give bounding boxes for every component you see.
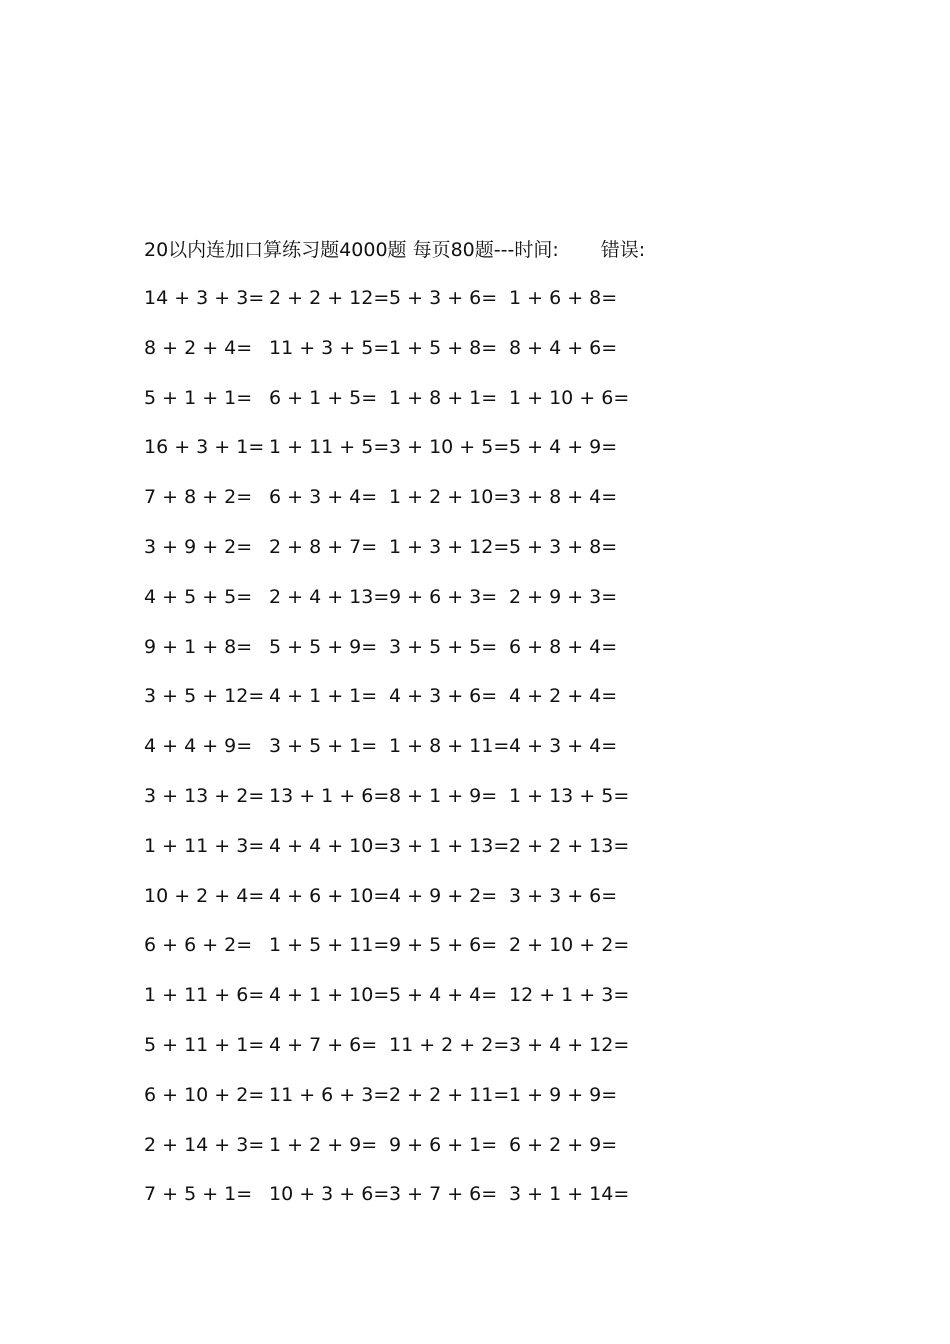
problem-item: 4 + 5 + 5= — [144, 585, 253, 608]
problem-row — [144, 931, 744, 981]
problem-item: 6 + 3 + 4= — [269, 486, 378, 509]
problem-item: 4 + 3 + 4= — [509, 735, 618, 758]
problem-item: 3 + 3 + 6= — [509, 884, 618, 907]
problem-item: 4 + 1 + 1= — [269, 685, 378, 708]
problem-row — [144, 533, 744, 583]
problem-item: 6 + 1 + 5= — [269, 386, 378, 409]
worksheet-title — [144, 236, 645, 264]
problem-row — [144, 1031, 744, 1081]
problem-item: 4 + 4 + 10= — [269, 834, 390, 857]
problem-grid — [144, 284, 744, 1230]
problem-item: 10 + 2 + 4= — [144, 884, 265, 907]
problem-item: 8 + 1 + 9= — [389, 784, 498, 807]
problem-item: 4 + 2 + 4= — [509, 685, 618, 708]
problem-item: 3 + 10 + 5= — [389, 436, 510, 459]
problem-item: 1 + 3 + 12= — [389, 535, 510, 558]
problem-row — [144, 633, 744, 683]
problem-row — [144, 1180, 744, 1230]
problem-item: 4 + 6 + 10= — [269, 884, 390, 907]
problem-item: 3 + 9 + 2= — [144, 535, 253, 558]
problem-item: 3 + 7 + 6= — [389, 1183, 498, 1206]
problem-row — [144, 832, 744, 882]
problem-item: 3 + 5 + 12= — [144, 685, 265, 708]
problem-item: 9 + 6 + 3= — [389, 585, 498, 608]
title-text: 20以内连加口算练习题4000题 每页80题---时间: — [144, 239, 559, 261]
problem-item: 2 + 4 + 13= — [269, 585, 390, 608]
problem-item: 3 + 8 + 4= — [509, 486, 618, 509]
problem-item: 3 + 1 + 13= — [389, 834, 510, 857]
problem-item: 7 + 8 + 2= — [144, 486, 253, 509]
problem-item: 4 + 9 + 2= — [389, 884, 498, 907]
problem-item: 2 + 2 + 13= — [509, 834, 630, 857]
problem-row — [144, 782, 744, 832]
problem-item: 1 + 10 + 6= — [509, 386, 630, 409]
problem-item: 9 + 1 + 8= — [144, 635, 253, 658]
problem-item: 1 + 11 + 5= — [269, 436, 390, 459]
problem-item: 1 + 6 + 8= — [509, 287, 618, 309]
problem-item: 6 + 2 + 9= — [509, 1133, 618, 1156]
problem-item: 5 + 11 + 1= — [144, 1033, 265, 1056]
problem-row — [144, 882, 744, 932]
problem-item: 2 + 8 + 7= — [269, 535, 378, 558]
problem-item: 1 + 8 + 1= — [389, 386, 498, 409]
problem-item: 2 + 10 + 2= — [509, 934, 630, 957]
problem-item: 1 + 11 + 3= — [144, 834, 265, 857]
problem-row — [144, 384, 744, 434]
problem-item: 1 + 13 + 5= — [509, 784, 630, 807]
problem-item: 11 + 6 + 3= — [269, 1083, 390, 1106]
problem-item: 3 + 5 + 1= — [269, 735, 378, 758]
problem-item: 1 + 5 + 8= — [389, 336, 498, 359]
problem-item: 10 + 3 + 6= — [269, 1183, 390, 1206]
problem-item: 11 + 2 + 2= — [389, 1033, 510, 1056]
problem-item: 5 + 1 + 1= — [144, 386, 253, 409]
problem-row — [144, 1131, 744, 1181]
problem-item: 5 + 3 + 8= — [509, 535, 618, 558]
problem-item: 7 + 5 + 1= — [144, 1183, 253, 1206]
problem-item: 6 + 10 + 2= — [144, 1083, 265, 1106]
problem-item: 5 + 4 + 9= — [509, 436, 618, 459]
problem-item: 13 + 1 + 6= — [269, 784, 390, 807]
error-label: 错误: — [600, 239, 646, 261]
problem-item: 9 + 5 + 6= — [389, 934, 498, 957]
problem-item: 4 + 3 + 6= — [389, 685, 498, 708]
problem-item: 2 + 14 + 3= — [144, 1133, 265, 1156]
problem-item: 2 + 2 + 12= — [269, 287, 390, 309]
problem-item: 1 + 2 + 10= — [389, 486, 510, 509]
problem-row — [144, 284, 744, 334]
problem-item: 16 + 3 + 1= — [144, 436, 265, 459]
problem-item: 3 + 4 + 12= — [509, 1033, 630, 1056]
problem-item: 4 + 1 + 10= — [269, 984, 390, 1007]
problem-item: 3 + 1 + 14= — [509, 1183, 630, 1206]
problem-item: 4 + 4 + 9= — [144, 735, 253, 758]
problem-row — [144, 981, 744, 1031]
problem-item: 12 + 1 + 3= — [509, 984, 630, 1007]
problem-item: 8 + 4 + 6= — [509, 336, 618, 359]
problem-item: 5 + 5 + 9= — [269, 635, 378, 658]
problem-item: 1 + 8 + 11= — [389, 735, 510, 758]
problem-row — [144, 682, 744, 732]
problem-item: 6 + 6 + 2= — [144, 934, 253, 957]
problem-item: 5 + 3 + 6= — [389, 287, 498, 309]
problem-item: 1 + 9 + 9= — [509, 1083, 618, 1106]
problem-item: 3 + 13 + 2= — [144, 784, 265, 807]
problem-row — [144, 334, 744, 384]
problem-row — [144, 1081, 744, 1131]
problem-row — [144, 583, 744, 633]
problem-row — [144, 483, 744, 533]
problem-item: 11 + 3 + 5= — [269, 336, 390, 359]
problem-item: 1 + 5 + 11= — [269, 934, 390, 957]
problem-row — [144, 433, 744, 483]
problem-item: 8 + 2 + 4= — [144, 336, 253, 359]
problem-item: 4 + 7 + 6= — [269, 1033, 378, 1056]
problem-item: 3 + 5 + 5= — [389, 635, 498, 658]
problem-item: 14 + 3 + 3= — [144, 287, 265, 309]
problem-item: 2 + 9 + 3= — [509, 585, 618, 608]
problem-item: 2 + 2 + 11= — [389, 1083, 510, 1106]
problem-item: 5 + 4 + 4= — [389, 984, 498, 1007]
problem-item: 9 + 6 + 1= — [389, 1133, 498, 1156]
problem-row — [144, 732, 744, 782]
problem-item: 6 + 8 + 4= — [509, 635, 618, 658]
problem-item: 1 + 11 + 6= — [144, 984, 265, 1007]
problem-item: 1 + 2 + 9= — [269, 1133, 378, 1156]
